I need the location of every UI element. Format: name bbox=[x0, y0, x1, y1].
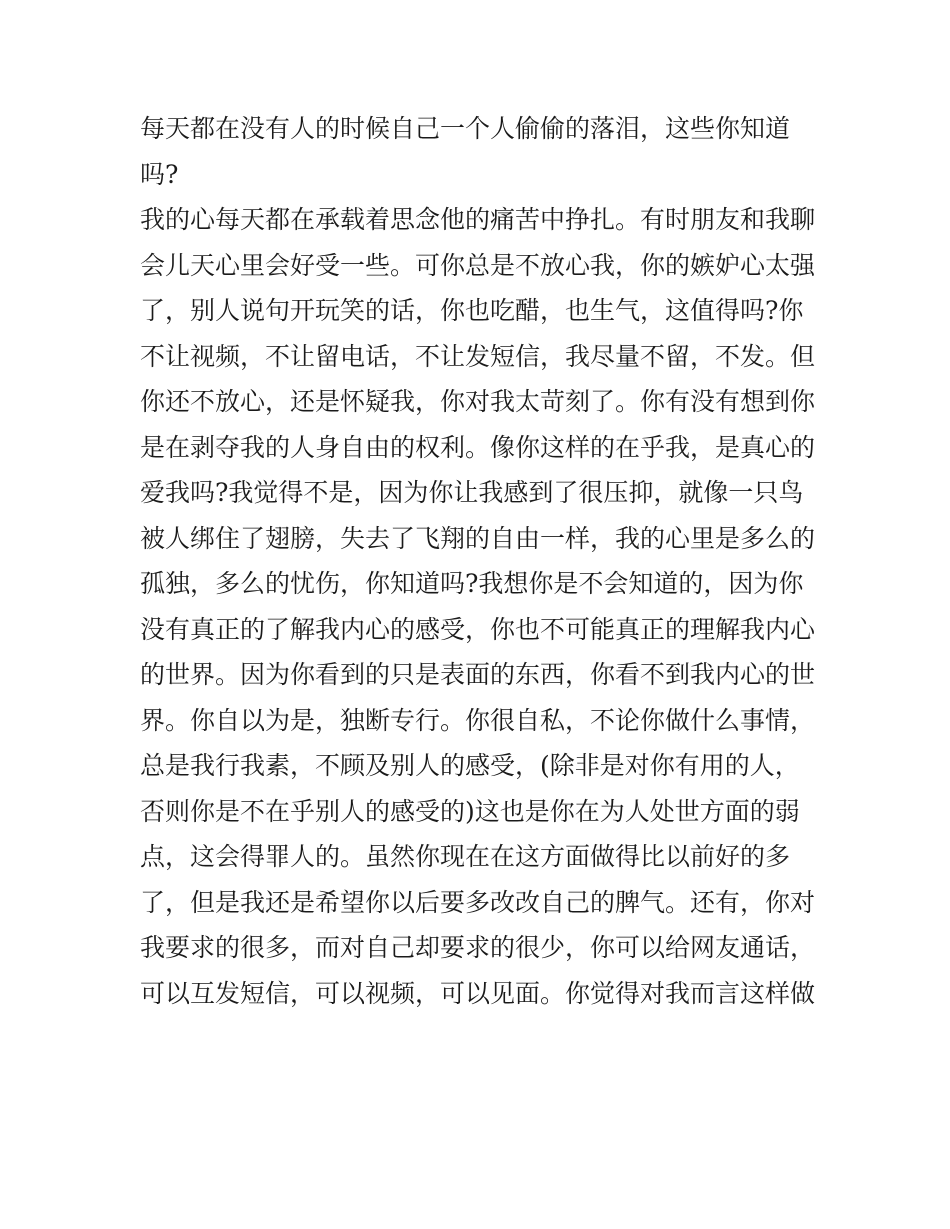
text-line: 孤独，多么的忧伤，你知道吗?我想你是不会知道的，因为你 bbox=[140, 569, 804, 598]
text-line: 会儿天心里会好受一些。可你总是不放心我，你的嫉妒心太强 bbox=[140, 250, 816, 280]
text-line: 每天都在没有人的时候自己一个人偷偷的落泪，这些你知道 bbox=[140, 114, 791, 143]
text-line: 的世界。因为你看到的只是表面的东西，你看不到我内心的世 bbox=[140, 660, 816, 689]
text-line: 不让视频，不让留电话，不让发短信，我尽量不留，不发。但 bbox=[140, 341, 816, 371]
body-text bbox=[140, 106, 830, 1016]
text-line: 可以互发短信，可以视频，可以见面。你觉得对我而言这样做 bbox=[140, 978, 816, 1008]
text-line: 爱我吗?我觉得不是，因为你让我感到了很压抑，就像一只鸟 bbox=[140, 478, 804, 507]
text-line: 否则你是不在乎别人的感受的)这也是你在为人处世方面的弱 bbox=[140, 796, 800, 826]
text-line: 点，这会得罪人的。虽然你现在在这方面做得比以前好的多 bbox=[140, 842, 791, 871]
text-line: 吗? bbox=[140, 159, 179, 189]
text-line: 没有真正的了解我内心的感受，你也不可能真正的理解我内心 bbox=[140, 614, 816, 644]
text-line: 界。你自以为是，独断专行。你很自私，不论你做什么事情， bbox=[140, 705, 816, 735]
text-line: 了，别人说句开玩笑的话，你也吃醋，也生气，这值得吗?你 bbox=[140, 296, 804, 325]
text-line: 总是我行我素，不顾及别人的感受，(除非是对你有用的人， bbox=[140, 751, 800, 780]
text-line: 被人绑住了翅膀，失去了飞翔的自由一样，我的心里是多么的 bbox=[140, 523, 816, 553]
text-line: 我要求的很多，而对自己却要求的很少，你可以给网友通话， bbox=[140, 933, 816, 962]
text-line: 是在剥夺我的人身自由的权利。像你这样的在乎我，是真心的 bbox=[140, 432, 816, 462]
text-line: 我的心每天都在承载着思念他的痛苦中挣扎。有时朋友和我聊 bbox=[140, 205, 816, 234]
text-line: 了，但是我还是希望你以后要多改改自己的脾气。还有，你对 bbox=[140, 887, 816, 917]
text-line: 你还不放心，还是怀疑我，你对我太苛刻了。你有没有想到你 bbox=[140, 387, 816, 416]
